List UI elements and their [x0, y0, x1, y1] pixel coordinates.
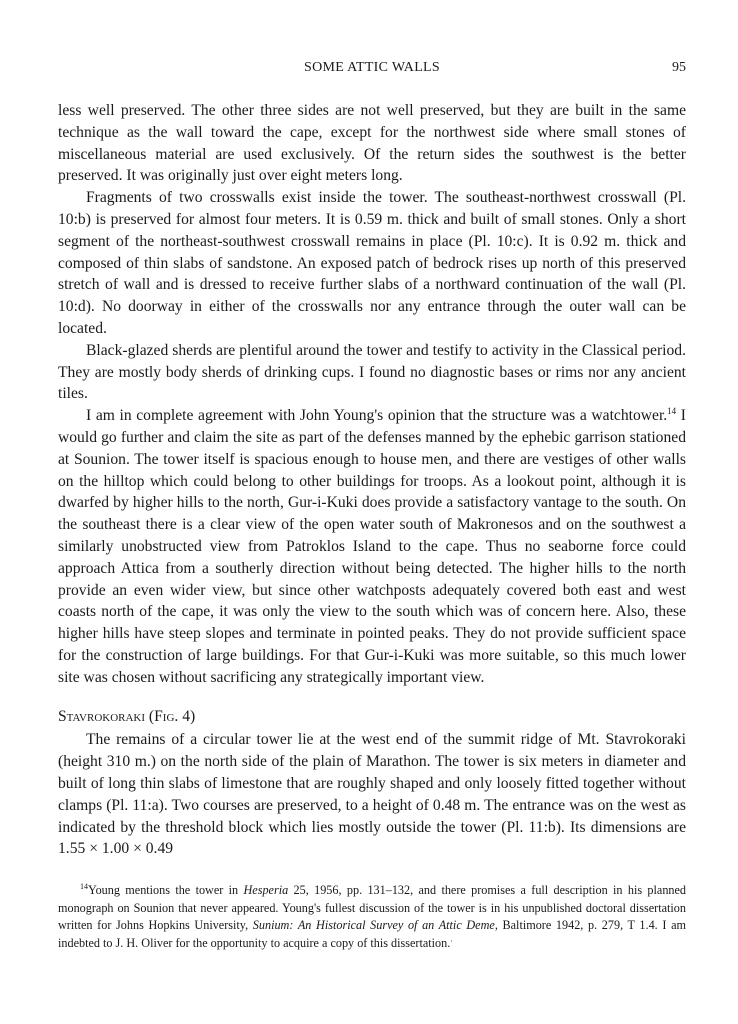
- paragraph-sherds: Black-glazed sherds are plentiful around the tower and testify to activity in the Classical period. They are mostly body sherds of drinking cups. I found no diagnostic bases or rims nor any ancient tiles.: [58, 341, 686, 403]
- page-number: 95: [672, 60, 686, 75]
- paragraph-crosswalls: Fragments of two crosswalls exist inside the tower. The southeast-northwest crosswall (Pl. 10:b) is preserved for almost four meters. It is 0.59 m. thick and built of small stones. Only a short segment of the northeast-southwest crosswall remains in place (Pl. 10:c). It is 0.92 m. thick and composed of thin slabs of sandstone. An exposed patch of bedrock rises up north of this preserved stretch of wall and is dressed to receive further slabs of a northward continuation of the wall (Pl. 10:d). No doorway in either of the crosswalls nor any entrance through the outer wall can be located.: [58, 189, 686, 337]
- footnotes: [58, 882, 686, 952]
- body-text: [58, 100, 686, 860]
- running-title: SOME ATTIC WALLS: [304, 60, 440, 75]
- paragraph-stavrokoraki: The remains of a circular tower lie at the west end of the summit ridge of Mt. Stavrokoraki (height 310 m.) on the north side of the plain of Marathon. The tower is six meters in diameter and built of long thin slabs of limestone that are roughly shaped and only loosely fitted together without clamps (Pl. 11:a). Two courses are preserved, to a height of 0.48 m. The entrance was on the west as indicated by the threshold block which lies mostly outside the tower (Pl. 11:b). Its dimensions are 1.55 × 1.00 × 0.49: [58, 731, 686, 858]
- paragraph-watchtower-start: I am in complete agreement with John Young's opinion that the structure was a watchtower.: [86, 407, 668, 425]
- paragraph-watchtower-rest: I would go further and claim the site as part of the defenses manned by the ephebic garrison stationed at Sounion. The tower itself is spacious enough to house men, and there are vestiges of other walls on the hilltop which could belong to other buildings for troops. As a lookout point, although it is dwarfed by higher hills to the north, Gur-i-Kuki does provide a satisfactory vantage to the south. On the southeast there is a clear view of the open water south of Makronesos and on the southwest a similarly unobstructed view from Patroklos Island to the cape. Thus no seaborne force could approach Attica from a southerly direction without being detected. The higher hills to the north provide an even wider view, but since other watchposts adequately covered both east and west coasts north of the cape, it was only the view to the south which was of concern here. Also, these higher hills have steep slopes and terminate in pointed peaks. They do not provide sufficient space for the construction of large buildings. For that Gur-i-Kuki was more suitable, so this much lower site was chosen without sacrificing any strategically important view.: [58, 407, 686, 686]
- paragraph-watchtower: [58, 405, 686, 688]
- footnote-14: [58, 882, 686, 952]
- running-header: [58, 60, 686, 80]
- dissertation-title: Sunium: An Historical Survey of an Attic Deme: [252, 918, 495, 932]
- section-heading: Stavrokoraki (Fig. 4): [58, 707, 196, 725]
- footnote-end-dot: ·: [450, 936, 453, 946]
- journal-title: Hesperia: [243, 883, 289, 897]
- footnote-text-1: Young mentions the tower in: [88, 883, 244, 897]
- footnote-text-2: 25, 1956, pp. 131–132, and there promises a full description in his planned monograph on Sounion that never appeared. Young's fullest discussion of the tower is in his unpublished doctoral dissertation written for Johns Hopkins University,: [58, 883, 687, 932]
- footnote-reference[interactable]: 14: [667, 406, 677, 417]
- footnote-mark: 14: [80, 882, 88, 891]
- paragraph-continued: less well preserved. The other three sides are not well preserved, but they are built in the same technique as the wall toward the cape, except for the northwest side where small stones of miscellaneous material are used exclusively. Of the return sides the southwest is the better preserved. It was originally just over eight meters long.: [58, 102, 686, 185]
- footnote-text-3: , Baltimore 1942, p. 279, T 1.4. I am indebted to J. H. Oliver for the opportunity to acquire a copy of this dissertation.: [58, 918, 686, 950]
